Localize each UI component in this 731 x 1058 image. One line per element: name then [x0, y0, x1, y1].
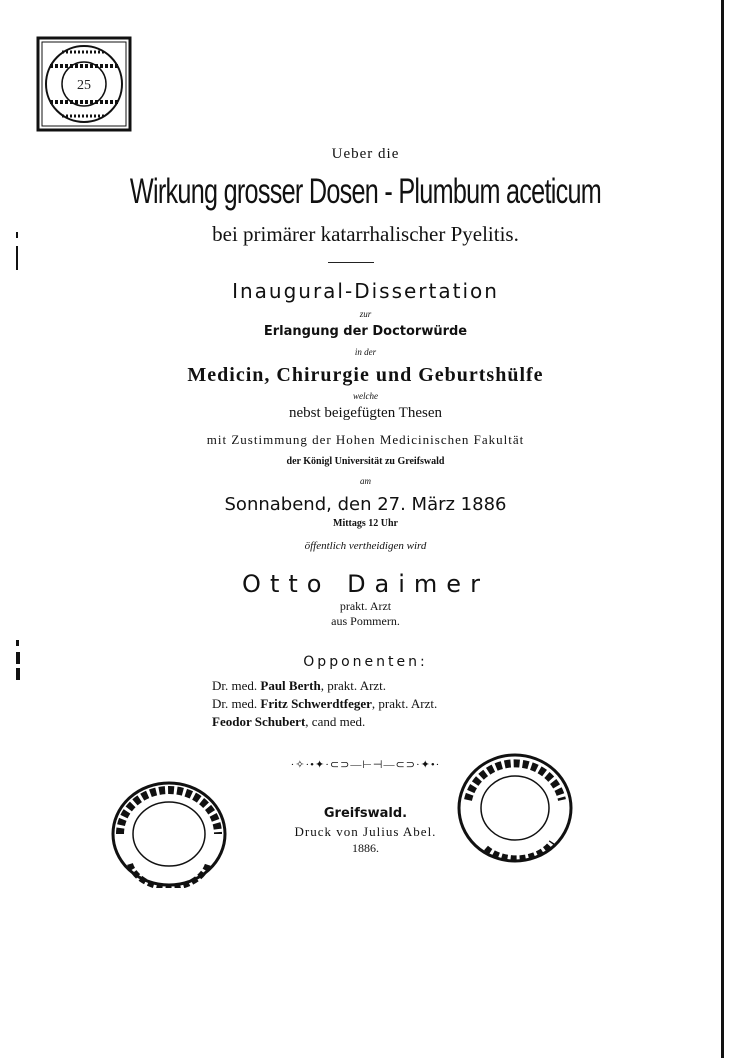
- welche-label: welche: [353, 391, 378, 401]
- author-name: Otto Daimer: [242, 570, 489, 598]
- opponent-2-suffix: , prakt. Arzt.: [371, 696, 438, 711]
- opponent-1: [212, 678, 386, 694]
- zur-label: zur: [359, 309, 372, 319]
- opponenten-label: Opponenten:: [303, 654, 428, 670]
- in-der-label: in der: [354, 347, 377, 357]
- opponent-2-name: Fritz Schwerdtfeger: [260, 696, 372, 711]
- opponent-2: [212, 696, 437, 712]
- opponent-1-prefix: Dr. med.: [212, 678, 258, 693]
- margin-speck: [16, 246, 18, 270]
- am-label: am: [360, 476, 371, 486]
- erlangung-line: Erlangung der Doctorwürde: [263, 324, 468, 339]
- zustimmung-line: mit Zustimmung der Hohen Medicinischen Fakultät: [206, 432, 525, 447]
- title-sub: bei primärer katarrhalischer Pyelitis.: [212, 222, 519, 246]
- svg-text:25: 25: [77, 78, 91, 93]
- margin-speck: [16, 652, 20, 664]
- library-stamp-bottom-right: [456, 752, 574, 864]
- opponent-3: [212, 714, 365, 730]
- opponent-2-prefix: Dr. med.: [212, 696, 258, 711]
- verteidigen-line: öffentlich vertheidigen wird: [304, 540, 427, 552]
- separator-rule: [328, 262, 374, 263]
- universitaet-line: der Königl Universität zu Greifswald: [286, 456, 445, 467]
- date-line: Sonnabend, den 27. März 1886: [224, 494, 507, 515]
- opponent-1-name: Paul Berth: [260, 678, 321, 693]
- year-line: 1886.: [352, 841, 379, 855]
- faculties-line: Medicin, Chirurgie und Geburtshülfe: [187, 364, 544, 386]
- margin-speck: [16, 640, 19, 646]
- title-main: Wirkung grosser Dosen - Plumbum aceticum: [129, 172, 602, 211]
- title-pre: Ueber die: [331, 146, 400, 162]
- dissertation-heading: Inaugural-Dissertation: [232, 279, 499, 303]
- thesen-line: nebst beigefügten Thesen: [288, 405, 442, 421]
- author-origin: aus Pommern.: [331, 614, 400, 628]
- margin-speck: [16, 668, 20, 680]
- city-line: Greifswald.: [323, 806, 408, 821]
- library-stamp-top: [36, 36, 132, 132]
- printer-ornament: ·✧·•✦·⊂⊃—⊢⊣—⊂⊃·✦•·: [290, 759, 441, 771]
- opponent-3-name: Feodor Schubert: [212, 714, 306, 729]
- time-line: Mittags 12 Uhr: [333, 518, 398, 529]
- author-title: prakt. Arzt: [339, 599, 392, 613]
- opponent-3-suffix: , cand med.: [305, 714, 366, 729]
- opponent-1-suffix: , prakt. Arzt.: [320, 678, 387, 693]
- printer-line: Druck von Julius Abel.: [294, 824, 437, 839]
- margin-speck: [16, 232, 18, 238]
